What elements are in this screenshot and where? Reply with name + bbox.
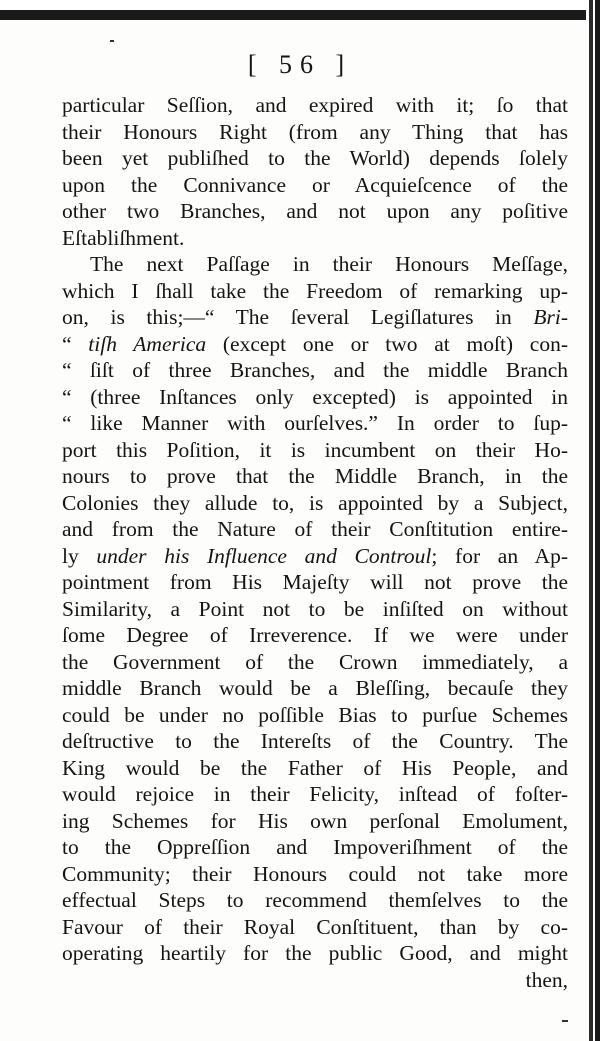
text-run: and from the Nature of their Conſtitution entire- [62,517,568,541]
text-line [62,967,568,994]
text-run: effectual Steps to recommend themſelves to the [62,888,568,912]
text-line [62,914,568,941]
text-run: ing Schemes for His own perſonal Emolument, [62,808,568,833]
text-run: particular Seſſion, and expired with it; ſo that [62,93,568,117]
text-run: ; for an Ap- [431,543,568,568]
text-line [62,516,568,543]
text-run: nours to prove that the Middle Branch, in the [62,464,568,488]
text-line [62,304,568,331]
italic-text: Bri- [533,305,568,329]
text-line [62,861,568,888]
text-line [62,437,568,464]
text-line [62,781,568,808]
text-run: then, [525,967,568,992]
text-run: would rejoice in their Felicity, inſtead of foſter- [62,782,568,806]
text-line [62,649,568,676]
scan-speck [562,1020,568,1022]
text-run: the Government of the Crown immediately, a [62,649,568,674]
text-line [62,490,568,517]
text-line [62,940,568,967]
text-line [62,569,568,596]
body-text [62,92,568,993]
text-line [62,463,568,490]
text-run: middle Branch would be a Bleſſing, becauſe they [62,676,568,700]
text-run: which I ſhall take the Freedom of remarking up- [62,278,568,303]
right-scan-border [586,0,600,1041]
text-run: operating heartily for the public Good, and might [62,941,568,965]
text-run: other two Branches, and not upon any poſitive [62,199,568,223]
text-line [62,172,568,199]
text-line [62,887,568,914]
text-run: Community; their Honours could not take more [62,861,568,886]
text-run: “ (three Inſtances only excepted) is appointed in [62,384,568,409]
text-line [62,622,568,649]
text-line [62,331,568,358]
text-run: could be under no poſſible Bias to purſue Schemes [62,702,568,727]
text-line [62,675,568,702]
text-line [62,198,568,225]
scan-speck [110,40,114,42]
text-run: Eſtabliſhment. [62,225,185,250]
text-run: been yet publiſhed to the World) depends ſolely [62,146,568,170]
text-run: “ [62,331,89,356]
text-line [62,410,568,437]
text-line [62,834,568,861]
text-run: on, is this;—“ The ſeveral Legiſlatures in [62,305,534,329]
text-run: Colonies they allude to, is appointed by a Subject, [62,490,568,515]
text-line [62,278,568,305]
italic-text: tiſh America [88,331,207,356]
text-run: Similarity, a Point not to be inſiſted on without [62,596,568,621]
text-run: Favour of their Royal Conſtituent, than by co- [62,914,568,939]
text-line [62,384,568,411]
text-run: The next Paſſage in their Honours Meſſage, [90,252,568,276]
text-line [62,728,568,755]
text-run: their Honours Right (from any Thing that has [62,119,568,144]
italic-text: under his Influence and Controul [96,543,432,568]
top-scan-border [0,0,600,22]
text-line [62,543,568,570]
text-run: (except one or two at moſt) con- [206,331,569,356]
text-run: upon the Connivance or Acquieſcence of the [62,172,568,197]
text-run: “ ſiſt of three Branches, and the middle Branch [62,358,568,382]
text-run: ly [62,543,97,568]
text-line [62,808,568,835]
text-line [62,92,568,119]
text-run: King would be the Father of His People, and [62,755,568,780]
text-run: deſtructive to the Intereſts of the Country. The [62,729,568,753]
text-line [62,596,568,623]
text-run: to the Oppreſſion and Impoveriſhment of the [62,835,568,859]
text-line [62,702,568,729]
text-line [62,145,568,172]
text-run: port this Poſition, it is incumbent on their Ho- [62,437,568,462]
text-run: “ like Manner with ourſelves.” In order to ſup- [62,411,568,435]
text-line [62,119,568,146]
text-line [62,755,568,782]
text-line [62,357,568,384]
text-run: pointment from His Majeſty will not prove the [62,570,568,594]
text-line [62,251,568,278]
text-run: ſome Degree of Irreverence. If we were under [62,623,568,647]
text-line [62,225,568,252]
page-number: [ 56 ] [247,50,353,79]
